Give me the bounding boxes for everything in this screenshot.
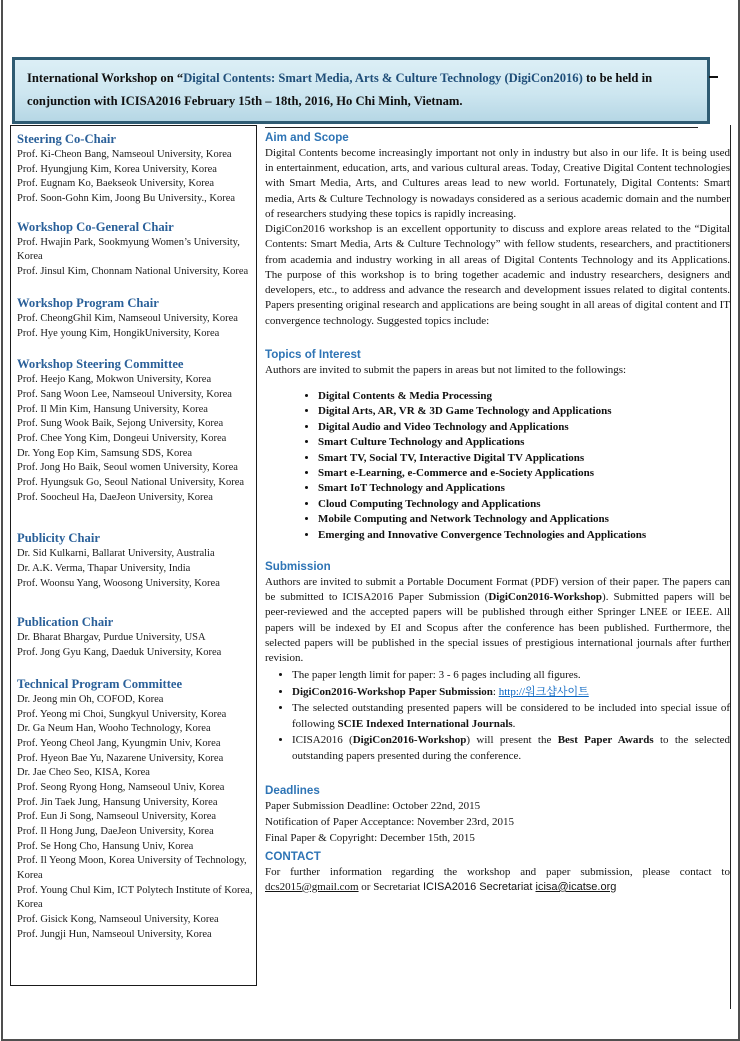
text-segment: ) will present the: [466, 734, 558, 747]
contact-line: [265, 865, 730, 895]
topics-intro: Authors are invited to submit the papers in areas but not limited to the followings:: [265, 363, 627, 376]
text-segment: SCIE Indexed International Journals: [337, 717, 513, 730]
right-column-right-rule: [730, 125, 731, 1009]
text-segment: For further information regarding the workshop and paper submission, please contact to: [265, 865, 730, 878]
submission-paragraph: [265, 575, 730, 666]
section-publicity-chair: [17, 531, 253, 591]
text-segment: to the selected outstanding papers presented during the conference.: [292, 734, 731, 762]
member-list: [17, 693, 253, 943]
text-segment: The paper length limit for paper: 3 - 6 pages including all figures.: [292, 668, 581, 681]
contact-section: [265, 850, 730, 895]
right-column-top-rule: [265, 127, 698, 128]
text-segment: DigiCon2016-Workshop: [488, 591, 603, 604]
committee-member: Prof. Ki-Cheon Bang, Namseoul University, Korea: [17, 149, 232, 160]
topic-item: • Cloud Computing Technology and Applications: [318, 497, 730, 512]
committee-member: Prof. Hyungjung Kim, Korea University, Korea: [17, 163, 217, 175]
deadlines-list: [265, 799, 730, 847]
section-program-chair: [17, 296, 253, 341]
submission-notes-list: [265, 668, 730, 764]
text-segment: International Workshop on “: [27, 71, 184, 85]
member-list: [17, 547, 253, 591]
committee-member: Prof. Young Chul Kim, ICT Polytech Institute of Korea, Korea: [17, 884, 253, 911]
member-list: [17, 312, 253, 341]
section-co-general-chair: [17, 220, 253, 280]
deadlines-heading: Deadlines: [265, 783, 320, 797]
hyperlink[interactable]: dcs2015@gmail.com: [265, 880, 359, 893]
section-steering-committee: [17, 357, 253, 505]
submission-note: [292, 685, 730, 700]
committee-member: Prof. CheongGhil Kim, Namseoul University, Korea: [17, 312, 238, 324]
topics-heading: Topics of Interest: [265, 347, 361, 361]
aim-paragraph-2: DigiCon2016 workshop is an excellent opportunity to discuss and explore areas related to the “Digital Contents: Smart Media, Arts & Culture Technology” with fellow students, researchers, and practitioners from academia and industry working in all areas of Digital Contents Technology and its Applications. The purpose of this workshop is to bring together academic and industry researchers, designers and developers, etc., to address and advance the research and development issues related to digital contents. Papers presenting original research and applications are being sought in all areas of digital content and IT convergence technology. Suggested topics include:: [265, 223, 730, 327]
topic-item: • Smart Culture Technology and Applications: [318, 435, 730, 450]
submission-heading: Submission: [265, 559, 331, 573]
committee-member: Prof. Hwajin Park, Sookmyung Women’s University, Korea: [17, 236, 240, 263]
section-title: Workshop Co-General Chair: [17, 219, 174, 234]
text-segment: ICISA2016 Secretariat: [422, 880, 533, 893]
committee-member: Prof. Sung Wook Baik, Sejong University, Korea: [17, 418, 224, 430]
text-segment: DigiCon2016-Workshop: [352, 734, 467, 747]
committee-member: Prof. Hye young Kim, HongikUniversity, Korea: [17, 327, 220, 339]
committee-member: Prof. Jinsul Kim, Chonnam National University, Korea: [17, 266, 249, 278]
deadlines-section: [265, 784, 730, 847]
section-title: Publicity Chair: [17, 531, 100, 546]
section-title: Publication Chair: [17, 615, 114, 630]
committee-member: Prof. Yeong mi Choi, Sungkyul University, Korea: [17, 708, 227, 720]
committee-member: Dr. Sid Kulkarni, Ballarat University, Australia: [17, 548, 215, 560]
committee-member: Dr. Ga Neum Han, Wooho Technology, Korea: [17, 723, 211, 735]
main-content: [265, 131, 730, 895]
submission-section: [265, 560, 730, 764]
section-publication-chair: [17, 615, 253, 660]
committee-member: Prof. Jungji Hun, Namseoul University, Korea: [17, 928, 212, 940]
committee-member: Dr. Bharat Bhargav, Purdue University, USA: [17, 632, 206, 644]
committee-member: Prof. Il Min Kim, Hansung University, Korea: [17, 403, 208, 415]
section-title: Workshop Program Chair: [17, 295, 159, 310]
topic-item: • Smart TV, Social TV, Interactive Digital TV Applications: [318, 451, 730, 466]
hyperlink[interactable]: icisa@icatse.org: [535, 880, 617, 893]
text-segment: Digital Contents: Smart Media, Arts & Culture Technology (DigiCon2016): [183, 71, 583, 85]
submission-note: [292, 733, 730, 763]
committee-sidebar: [10, 125, 257, 986]
section-technical-committee: [17, 677, 253, 943]
committee-member: Prof. Eugnam Ko, Baekseok University, Korea: [17, 178, 215, 190]
submission-note: [292, 701, 730, 731]
deadline-line: Paper Submission Deadline: October 22nd, 2015: [265, 799, 481, 812]
committee-member: Prof. Hyungsuk Go, Seoul National University, Korea: [17, 477, 245, 488]
topics-of-interest-section: [265, 348, 730, 543]
committee-member: Prof. Seong Ryong Hong, Namseoul Univ, Korea: [17, 781, 225, 793]
member-list: [17, 373, 253, 505]
member-list: [17, 631, 253, 660]
topic-item: • Digital Audio and Video Technology and Applications: [318, 420, 730, 435]
text-segment: ICISA2016 (: [292, 734, 353, 747]
topic-item: • Smart IoT Technology and Applications: [318, 481, 730, 496]
topic-item: • Mobile Computing and Network Technology and Applications: [318, 512, 730, 527]
text-segment: to be held in conjunction with ICISA2016 February 15th – 18th, 2016, Ho Chi Minh, Vietnam.: [27, 71, 653, 108]
text-segment: .: [512, 717, 516, 730]
aim-and-scope-section: [265, 131, 730, 329]
committee-member: Prof. Il Yeong Moon, Korea University of Technology, Korea: [17, 855, 247, 882]
workshop-title-banner: [12, 57, 710, 124]
committee-member: Dr. A.K. Verma, Thapar University, India: [17, 563, 191, 575]
section-steering-co-chair: [17, 132, 253, 207]
member-list: [17, 236, 253, 280]
text-segment: Authors are invited to submit a Portable Document Format (PDF) version of their paper. The papers can be submitted to ICISA2016 Paper Submission (: [265, 575, 730, 604]
text-segment: DigiCon2016-Workshop Paper Submission: [292, 685, 493, 698]
text-segment: or Secretariat: [358, 880, 423, 893]
committee-member: Dr. Jae Cheo Seo, KISA, Korea: [17, 767, 150, 779]
committee-member: Prof. Eun Ji Song, Namseoul University, Korea: [17, 811, 217, 823]
deadline-line: Final Paper & Copyright: December 15th, 2015: [265, 831, 475, 844]
committee-member: Dr. Yong Eop Kim, Samsung SDS, Korea: [17, 447, 193, 459]
committee-member: Dr. Jeong min Oh, COFOD, Korea: [17, 693, 164, 705]
topic-item: • Digital Contents & Media Processing: [318, 389, 730, 404]
committee-member: Prof. Jin Taek Jung, Hansung University, Korea: [17, 796, 218, 808]
section-title: Steering Co-Chair: [17, 132, 116, 146]
anchor-mark: [709, 72, 718, 78]
member-list: [17, 148, 253, 207]
text-segment: The selected outstanding presented papers will be considered to be included into special issue of following: [292, 702, 730, 730]
committee-member: Prof. Gisick Kong, Namseoul University, Korea: [17, 914, 219, 926]
text-segment: ). Submitted papers will be peer-reviewed and the accepted papers will be published through either Springer LNEE or IEEE. All papers will be indexed by EI and Scopus after the conference has been published. Furthermore, the selected papers will be published in the special issues of prestigious international journals after further revision.: [265, 591, 731, 665]
aim-and-scope-heading: Aim and Scope: [265, 131, 349, 144]
deadline-line: Notification of Paper Acceptance: November 23rd, 2015: [265, 815, 514, 828]
hyperlink[interactable]: http://워크샵사이트: [498, 685, 589, 698]
contact-heading: CONTACT: [265, 849, 321, 863]
topic-item: • Smart e-Learning, e-Commerce and e-Society Applications: [318, 466, 730, 481]
committee-member: Prof. Se Hong Cho, Hansung Univ, Korea: [17, 840, 194, 852]
section-title: Technical Program Committee: [17, 676, 183, 691]
committee-member: Prof. Chee Yong Kim, Dongeui University, Korea: [17, 432, 227, 444]
submission-note: [292, 668, 730, 683]
committee-member: Prof. Soocheul Ha, DaeJeon University, Korea: [17, 491, 213, 503]
committee-member: Prof. Woonsu Yang, Woosong University, Korea: [17, 577, 220, 589]
topic-item: • Digital Arts, AR, VR & 3D Game Technology and Applications: [318, 404, 730, 419]
committee-member: Prof. Yeong Cheol Jang, Kyungmin Univ, Korea: [17, 737, 221, 749]
committee-member: Prof. Heejo Kang, Mokwon University, Korea: [17, 374, 212, 386]
committee-member: Prof. Jong Ho Baik, Seoul women University, Korea: [17, 462, 238, 474]
committee-member: Prof. Sang Woon Lee, Namseoul University, Korea: [17, 388, 232, 400]
committee-member: Prof. Soon-Gohn Kim, Joong Bu University., Korea: [17, 193, 236, 205]
text-segment: Best Paper Awards: [557, 734, 654, 747]
text-segment: :: [492, 685, 499, 698]
aim-paragraph-1: Digital Contents become increasingly important not only in industry but also in our life. It is being used in entertainment, education, arts, and various cultural areas. Today, Creative Digital Content technologies with Smart Media, Arts, and Cultures areas lead to new world. Fortunately, Digital Contents: Smart media, Arts & Culture Technology is nowadays considered as a serious academic domain and the number of researchers studying these topics is rapidly increasing.: [265, 147, 730, 220]
committee-member: Prof. Hyeon Bae Yu, Nazarene University, Korea: [17, 752, 224, 764]
topic-item: • Emerging and Innovative Convergence Technologies and Applications: [318, 528, 730, 543]
committee-member: Prof. Il Hong Jung, DaeJeon University, Korea: [17, 826, 214, 837]
section-title: Workshop Steering Committee: [17, 357, 184, 372]
committee-member: Prof. Jong Gyu Kang, Daeduk University, Korea: [17, 647, 222, 659]
topics-list: [265, 389, 730, 543]
